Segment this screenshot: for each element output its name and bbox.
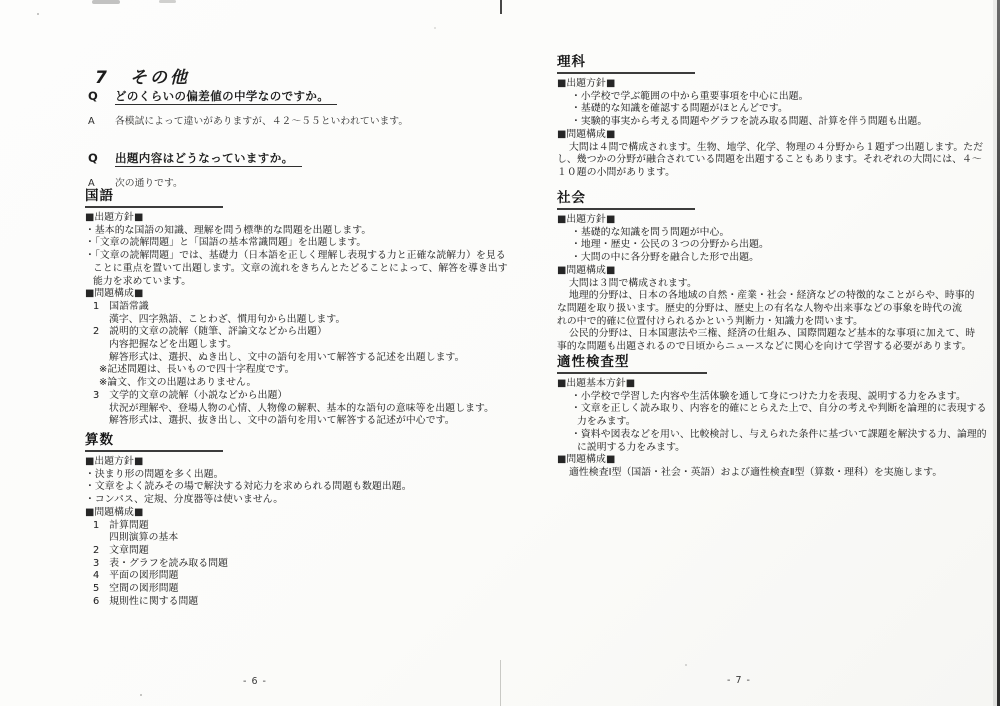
qa-block (88, 88, 408, 127)
spine-fold-mark-top (500, 0, 502, 14)
text-line: ・小学校で学習した内容や生活体験を通して身につけた力を表現、説明する力をみます。 (571, 390, 966, 402)
text-line: 1 計算問題 (93, 519, 149, 531)
text-line: ■問題構成■ (557, 128, 616, 140)
text-line: 事的な問題も出題されるので日頃からニュースなどに関心を向けて学習する必要があります。 (557, 341, 972, 353)
text-line: ・決まり形の問題を多く出題。 (85, 468, 224, 480)
text-line: ■問題構成■ (557, 454, 616, 466)
subject-heading: 適性検査型 (557, 350, 707, 374)
answer-row (88, 113, 408, 127)
scan-speck (434, 27, 436, 29)
question-text: 出題内容はどうなっていますか。 (115, 151, 302, 167)
text-line: 6 規則性に関する問題 (93, 595, 199, 607)
text-line: ・基本的な国語の知識、理解を問う標準的な問題を出題します。 (85, 224, 372, 236)
answer-text: 次の通りです。 (115, 178, 183, 189)
text-line: 3 表・グラフを読み取る問題 (93, 557, 228, 569)
text-line: ■出題基本方針■ (557, 378, 636, 389)
text-line: ・実験的事実から考える問題やグラフを読み取る問題、計算を伴う問題も出題。 (571, 116, 928, 128)
subject-heading: 社会 (557, 186, 695, 210)
text-line: 解答形式は、選択、ぬき出し、文中の語句を用いて解答する記述を出題します。 (109, 351, 465, 363)
subject-section-math (85, 428, 412, 608)
scan-smudge (159, 0, 176, 3)
section-title: 7 その他 (95, 68, 190, 89)
page-number-left: - 6 - (243, 676, 267, 687)
text-line: ・基礎的な知識を確認する問題がほとんどです。 (571, 103, 788, 115)
text-line: し、幾つかの分野が融合されている問題を出題することもあります。それぞれの大問には、４～ (557, 154, 982, 166)
text-line: 2 文章問題 (93, 544, 149, 556)
subject-lines (557, 78, 983, 180)
question-label: Q (88, 89, 98, 103)
text-line: ・大問の中に各分野を融合した形で出題。 (571, 252, 760, 264)
text-line: ・コンパス、定規、分度器等は使いません。 (85, 494, 284, 506)
text-line: ※記述問題は、長いもので四十字程度です。 (99, 364, 295, 376)
subject-section-science (557, 50, 983, 180)
text-line: ・「文章の読解問題」では、基礎力（日本語を正しく理解し表現する力と正確な読解力）を見る (85, 250, 506, 262)
text-line: 解答形式は、選択、抜き出し、文中の語句を用いて解答する記述が中心です。 (109, 415, 455, 427)
question-text: どのくらいの偏差値の中学なのですか。 (115, 89, 337, 105)
text-line: 4 平面の図形問題 (93, 570, 179, 582)
subject-section-social-studies (557, 186, 975, 354)
text-line: 公民的分野は、日本国憲法や三権、経済の仕組み、国際問題など基本的な事項に加えて、時 (569, 328, 976, 340)
text-line: 大問は３問で構成されます。 (569, 277, 697, 289)
text-line: ■出題方針■ (557, 214, 616, 225)
subject-lines (85, 212, 508, 428)
page-number-right: - 7 - (727, 675, 751, 686)
text-line: ・地理・歴史・公民の３つの分野から出題。 (571, 239, 769, 251)
text-line: １０題の小問があります。 (557, 166, 675, 178)
text-line: ・資料や図表などを用い、比較検討し、与えられた条件に基づいて課題を解決する力、論理的 (571, 428, 987, 440)
text-line: ・基礎的な知識を問う問題が中心。 (571, 226, 730, 238)
text-line: ことに重点を置いて出題します。文章の流れをきちんとたどることによって、解答を導き出す (93, 262, 508, 274)
answer-label: A (88, 116, 95, 127)
text-line: な問題を取り扱います。歴史的分野は、歴史上の有名な人物や出来事などの事象を時代の流 (557, 302, 962, 314)
text-line: ■出題方針■ (85, 456, 144, 467)
text-line: ※論文、作文の出題はありません。 (99, 377, 257, 389)
subject-lines (85, 456, 412, 608)
scan-speck (685, 664, 687, 666)
subject-lines (557, 378, 987, 480)
text-line: ■出題方針■ (85, 212, 144, 223)
text-line: 3 文学的文章の読解（小説などから出題） (93, 389, 288, 401)
text-line: に説明する力をみます。 (577, 441, 686, 453)
question-label: Q (88, 151, 98, 165)
text-line: 漢字、四字熟語、ことわざ、慣用句から出題します。 (109, 313, 346, 325)
spine-fold-mark-bottom (500, 660, 501, 706)
text-line: ■問題構成■ (557, 264, 616, 276)
text-line: ・「文章の読解問題」と「国語の基本常識問題」を出題します。 (85, 237, 367, 249)
text-line: 状況が理解や、登場人物の心情、人物像の解釈、基本的な語句の意味等を出題します。 (109, 402, 494, 414)
text-line: 地理的分野は、日本の各地域の自然・産業・社会・経済などの特徴的なことがらや、時事的 (569, 290, 975, 302)
text-line: 2 説明的文章の読解（随筆、評論文などから出題） (93, 326, 327, 338)
text-line: 1 国語常識 (93, 300, 149, 312)
text-line: 大問は４問で構成されます。生物、地学、化学、物理の４分野から１題ずつ出題します。ただ (569, 141, 984, 153)
answer-text: 各模試によって違いがありますが、４２～５５といわれています。 (115, 116, 409, 127)
question-row (88, 150, 302, 166)
scan-speck (37, 13, 39, 15)
text-line: 適性検査Ⅰ型（国語・社会・英語）および適性検査Ⅱ型（算数・理科）を実施します。 (569, 466, 943, 478)
text-line: ・小学校で学ぶ範囲の中から重要事項を中心に出題。 (571, 90, 809, 102)
text-line: 内容把握などを出題します。 (109, 339, 237, 351)
text-line: れの中で的確に位置付けられるかという判断力・知識力を問います。 (557, 315, 864, 327)
text-line: ■問題構成■ (85, 288, 144, 300)
text-line: 5 空間の図形問題 (93, 583, 179, 595)
text-line: 能力を求めています。 (93, 275, 192, 287)
subject-heading: 国語 (85, 184, 223, 208)
answer-label: A (88, 178, 95, 189)
text-line: ・文章をよく読みその場で解決する対応力を求められる問題も数題出題。 (85, 481, 412, 493)
text-line: 力をみます。 (577, 416, 636, 428)
subject-section-japanese (85, 184, 508, 428)
scan-speck (140, 694, 142, 696)
subject-section-aptitude-test (557, 350, 987, 480)
question-row (88, 88, 408, 104)
text-line: ■問題構成■ (85, 506, 144, 518)
subject-heading: 算数 (85, 428, 223, 452)
text-line: ・文章を正しく読み取り、内容を的確にとらえた上で、自分の考えや判断を論理的に表現する (571, 403, 987, 415)
subject-heading: 理科 (557, 50, 695, 74)
text-line: ■出題方針■ (557, 78, 616, 89)
scan-smudge (92, 0, 120, 4)
text-line: 四則演算の基本 (109, 532, 179, 544)
subject-lines (557, 214, 975, 354)
